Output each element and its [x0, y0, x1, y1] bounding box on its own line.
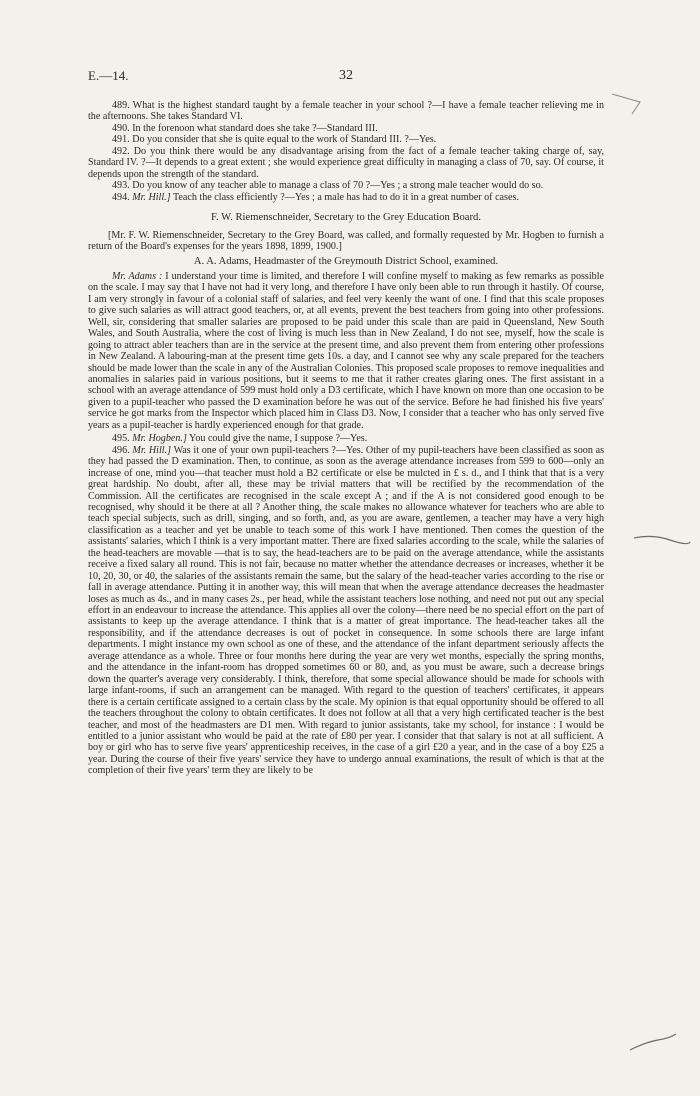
bracketed-note: [Mr. F. W. Riemenschneider, Secretary to the Grey Board, was called, and formally requested by Mr. Hogben to furnish a return of the Board's expenses for the years 1898, 1899, 1900.] [88, 229, 604, 252]
paragraph-495 [88, 433, 604, 444]
speaker-name: Mr. Adams : [112, 270, 163, 282]
paragraph-490: 490. In the forenoon what standard does she take ?—Standard III. [112, 122, 378, 134]
speaker-name: Mr. Hill.] [132, 444, 172, 456]
question-text: Was it one of your own pupil-teachers ?—Yes. Other of my pupil-teachers have been classified as soon as they had passed the D examination. Then, to continue, as soon as the average attendance increases from 599 to 600—only an increase of one, mind you—that teacher must hold a B2 certificate or else be mulcted in £ s. d., and I think that that is a very great hardship. No doubt, after all, these may be trivial matters that will be rectified by the recommendation of the Commission. All the certificates are recognised in the scale except A ; and if the A is not considered good enough to be recognised, why should it be there at all ? Another thing, the scale makes no allowance whatever for teachers who are able to teach special subjects, such as drill, singing, and so forth, and, as you are aware, gentlemen, a teacher may have a very high classification as a teacher and yet be unable to teach some of this work I have mentioned. Then comes the question of the assistants' salaries, which I think is a very important matter. There are fixed salaries according to the scale, while the salaries of the head-teachers are movable —that is to say, the head-teachers are to be paid on the average attendance, while the assistants receive a fixed salary all round. This is not fair, because no matter whether the attendance decreases or increases, whether it be 10, 20, 30, or 40, the salaries of the assistants remain the same, but the salary of the head-teacher varies according to the rise or fall in average attendance. Putting it in another way, this will mean that when the average attendance decreases the headmaster loses as much as 4s., and in many cases 2s., per head, while the assistant teachers lose nothing, and need not put out any special effort in an endeavour to increase the attendance. This applies all over the colony—there need be no special effort on the part of assistants to keep up the average attendance. I think that is a matter of great importance. The head-teacher takes all the responsibility, and if the attendance decreases is out of pocket in consequence. In some schools there are large infant departments. I might instance my own school as one of these, and the attendance of the infant department seriously affects the average attendance as a whole. Three or four months here during the year are very wet months, especially the spring months, and the attendance in the infant-room has dropped sometimes 60 or 80, and, as you must be aware, such a decrease brings down the quarter's average very considerably. I think, therefore, that some special allowance should be made for schools with large infant-rooms, if such an arrangement can be managed. With regard to the question of teachers' certificates, it appears there is a certain certificate assigned to a certain class by the scale. My opinion is that equal opportunity should be offered to all the teachers throughout the colony to obtain certificates. It does not follow at all that a very high certificated teacher is the best teacher, and most of the headmasters are D1 men. With regard to junior assistants, take my school, for instance : I would be entitled to a junior assistant who would be paid at the rate of £80 per year. I consider that that salary is not at all sufficient. A boy or girl who has to serve five years' apprenticeship receives, in the case of a girl £20 a year, and in the case of a boy £25 a year. During the course of their five years' service they have to undergo annual examinations, the result of which is that at the completion of their five years' term they are likely to be [88, 444, 605, 777]
page-number: 32 [339, 68, 353, 83]
document-reference: E.—14. [88, 68, 129, 83]
paragraph-492: 492. Do you think there would be any disadvantage arising from the fact of a female teacher taking charge of, say, Standard IV. ?—It depends to a great extent ; she would experience great difficulty in managing a class of 70, say. Of course, it depends upon the strength of the standard. [88, 145, 604, 180]
margin-pen-mark [632, 528, 692, 552]
page-header [88, 68, 604, 88]
paragraph-489: 489. What is the highest standard taught by a female teacher in your school ?—I have a female teacher relieving me in the afternoons. She takes Standard VI. [88, 100, 604, 123]
paragraph-494 [88, 192, 604, 203]
paragraph-493: 493. Do you know of any teacher able to manage a class of 70 ?—Yes ; a strong male teacher would do so. [112, 180, 544, 192]
question-text: You could give the name, I suppose ?—Yes. [189, 433, 368, 445]
question-text: Teach the class efficiently ?—Yes ; a male has had to do it in a great number of cases. [172, 191, 519, 203]
document-body [88, 100, 604, 777]
section-title-riemenschneider: F. W. Riemenschneider, Secretary to the Grey Education Board. [211, 212, 481, 224]
question-number: 495. [112, 433, 130, 445]
question-number: 494. [112, 191, 130, 203]
speaker-name: Mr. Hogben.] [132, 433, 187, 445]
paragraph-491: 491. Do you consider that she is quite equal to the work of Standard III. ?—Yes. [112, 134, 437, 146]
margin-pen-mark-bottom [628, 1030, 678, 1056]
statement-text: I understand your time is limited, and therefore I will confine myself to making as few remarks as possible on the scale. I may say that I have not had it very long, and therefore I have only been able to run through it hastily. Of course, I am very strongly in favour of a colonial staff of salaries, and feel very keenly the want of one. I find that this scale proposes to give such salaries as will attract good teachers, or, at all events, prevent the best teachers from going into other professions. Well, sir, considering that smaller salaries are proposed to be paid under this scale than are paid in Queensland, New South Wales, and South Australia, where the cost of living is much less than in New Zealand, I do not see, myself, how the scale is going to attract abler teachers than are in the service at the present time, and also prevent them from entering other professions in New Zealand. A labouring-man at the present time gets 10s. a day, and I cannot see why any scale prepared for the teachers should be made lower than the scale in any of the Australian Colonies. This proposed scale proposes to remove inequalities and anomalies in salaries paid in various positions, but it seems to me that it rather creates glaring ones. The first assistant in a school with an average attendance of 599 must hold only a D3 certificate, which I have known on more than one occasion to be given to a pupil-teacher who passed the D examination before he was out of the service. Before he had finished his five years' service he got marks from the Inspector which placed him in Class D3. Now, I consider that a teacher who has only served five years as a pupil-teacher is hardly experienced enough for that grade. [88, 270, 604, 431]
adams-statement [88, 271, 604, 431]
question-number: 496. [112, 444, 130, 456]
speaker-name: Mr. Hill.] [132, 191, 171, 203]
section-title-adams: A. A. Adams, Headmaster of the Greymouth District School, examined. [193, 256, 499, 268]
paragraph-496 [88, 445, 604, 777]
margin-scratch-mark [610, 88, 650, 118]
